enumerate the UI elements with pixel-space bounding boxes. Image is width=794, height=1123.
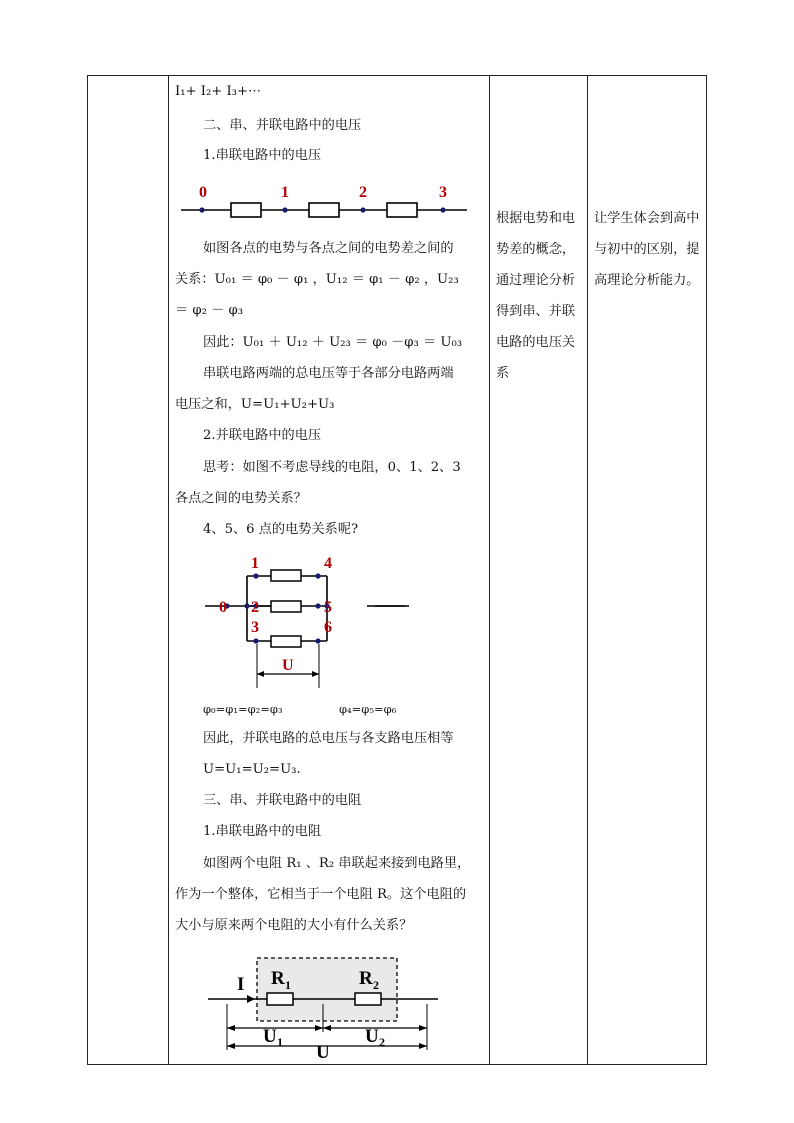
voltage-label-U: U bbox=[316, 1042, 330, 1060]
node-label-0: 0 bbox=[199, 184, 207, 201]
section-3-title: 三、串、并联电路中的电阻 bbox=[203, 793, 362, 808]
voltage-label-U1: U bbox=[263, 1026, 277, 1047]
voltage-label-U: U bbox=[282, 657, 294, 674]
para-potential-a: 如图各点的电势与各点之间的电势差之间的 bbox=[203, 241, 454, 256]
node-label-1: 1 bbox=[281, 184, 289, 201]
think-question-c: 4、5、6 点的电势关系呢? bbox=[203, 522, 359, 537]
subsection-series-voltage: 1.串联电路中的电压 bbox=[203, 148, 322, 163]
para-resistors-b: 作为一个整体，它相当于一个电阻 R。这个电阻的 bbox=[175, 887, 467, 902]
subsection-parallel-voltage: 2.并联电路中的电压 bbox=[203, 428, 322, 443]
current-sum-line: I₁+ I₂+ I₃+⋯ bbox=[175, 84, 262, 99]
para-series-sum-a: 串联电路两端的总电压等于各部分电路两端 bbox=[203, 366, 454, 381]
parallel-circuit-diagram bbox=[189, 548, 409, 688]
para-resistors-c: 大小与原来两个电阻的大小有什么关系？ bbox=[175, 918, 413, 933]
current-label-I: I bbox=[237, 974, 245, 995]
subsection-series-resistance: 1.串联电路中的电阻 bbox=[203, 824, 322, 839]
series-circuit-diagram bbox=[175, 181, 475, 231]
resistor-label-R1: R bbox=[271, 968, 285, 989]
para-parallel-equation: U=U₁=U₂=U₃. bbox=[203, 762, 301, 777]
node-label-1: 1 bbox=[251, 555, 259, 572]
node-label-4: 4 bbox=[324, 555, 332, 572]
voltage-label-U1-sub: 1 bbox=[277, 1035, 283, 1049]
content-column bbox=[169, 76, 489, 1064]
resistor-label-R2: R bbox=[359, 968, 373, 989]
lesson-table bbox=[87, 75, 707, 1065]
node-label-3: 3 bbox=[251, 619, 259, 636]
teacher-activity-cell: 根据电势和电势差的概念，通过理论分析得到串、并联电路的电压关系 bbox=[496, 211, 576, 381]
voltage-label-U2-sub: 2 bbox=[379, 1035, 385, 1049]
para-parallel-conclusion: 因此，并联电路的总电压与各支路电压相等 bbox=[203, 731, 454, 746]
node-label-6: 6 bbox=[324, 619, 332, 636]
para-series-sum-b: 电压之和，U=U₁+U₂+U₃ bbox=[175, 397, 335, 412]
voltage-label-U2: U bbox=[365, 1026, 379, 1047]
node-label-2: 2 bbox=[251, 599, 259, 616]
think-question-b: 各点之间的电势关系？ bbox=[175, 491, 307, 506]
resistor-label-R1-sub: 1 bbox=[285, 978, 291, 992]
node-label-2: 2 bbox=[359, 184, 367, 201]
section-2-title: 二、串、并联电路中的电压 bbox=[203, 118, 362, 133]
para-potential-b: 关系：U₀₁ ＝ φ₀ － φ₁ ，U₁₂ ＝ φ₁ － φ₂ ，U₂₃ bbox=[175, 272, 459, 287]
para-potential-c: ＝ φ₂ － φ₃ bbox=[175, 303, 243, 318]
para-resistors-a: 如图两个电阻 R₁ 、R₂ 串联起来接到电路里， bbox=[203, 856, 471, 871]
think-question-a: 思考：如图不考虑导线的电阻，0、1、2、3 bbox=[203, 460, 461, 475]
resistor-label-R2-sub: 2 bbox=[373, 978, 379, 992]
node-label-5: 5 bbox=[324, 599, 332, 616]
phi-left-equation: φ₀=φ₁=φ₂=φ₃ bbox=[203, 702, 283, 716]
phi-right-equation: φ₄=φ₅=φ₆ bbox=[339, 702, 397, 716]
design-intent-cell: 让学生体会到高中与初中的区别，提高理论分析能力。 bbox=[594, 211, 700, 288]
col-divider-2 bbox=[489, 76, 490, 1064]
node-label-0: 0 bbox=[219, 599, 227, 616]
node-label-3: 3 bbox=[439, 184, 447, 201]
para-therefore: 因此：U₀₁ ＋ U₁₂ ＋ U₂₃ ＝ φ₀ －φ₃ ＝ U₀₃ bbox=[203, 335, 463, 350]
series-resistors-diagram bbox=[205, 950, 455, 1060]
col-divider-3 bbox=[587, 76, 588, 1064]
